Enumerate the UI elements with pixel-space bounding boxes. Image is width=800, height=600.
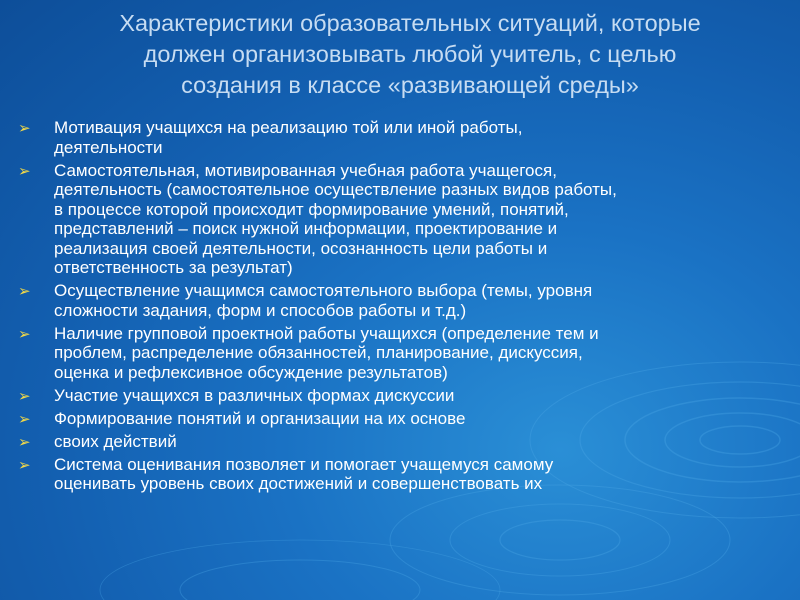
arrow-bullet-icon: ➢ xyxy=(18,433,31,451)
bullet-item xyxy=(18,324,788,383)
bullet-text-line: ответственность за результат) xyxy=(54,258,293,277)
arrow-bullet-icon: ➢ xyxy=(18,387,31,405)
bullet-text-line: Система оценивания позволяет и помогает учащемуся самому xyxy=(54,454,554,474)
bullet-text-line: деятельность (самостоятельное осуществление разных видов работы, xyxy=(54,180,617,199)
bullet-text-line: в процессе которой происходит формирование умений, понятий, xyxy=(54,199,569,219)
bullet-item xyxy=(18,281,788,320)
bullet-text-line: представлений – поиск нужной информации, проектирование и xyxy=(54,219,558,238)
bullet-item xyxy=(18,455,788,494)
arrow-bullet-icon: ➢ xyxy=(18,162,31,180)
arrow-bullet-icon: ➢ xyxy=(18,325,31,343)
bullet-list xyxy=(18,118,788,497)
arrow-bullet-icon: ➢ xyxy=(18,410,31,428)
bullet-text-line: Осуществление учащимся самостоятельного выбора (темы, уровня xyxy=(54,281,593,300)
bullet-text-line: своих действий xyxy=(54,431,177,451)
bullet-text-line: оценивать уровень своих достижений и совершенствовать их xyxy=(54,474,543,493)
bullet-item xyxy=(18,386,788,406)
bullet-text-line: Самостоятельная, мотивированная учебная работа учащегося, xyxy=(54,160,557,180)
bullet-text-line: Формирование понятий и организации на их основе xyxy=(54,408,466,428)
arrow-bullet-icon: ➢ xyxy=(18,120,31,137)
bullet-item xyxy=(18,161,788,278)
arrow-bullet-icon: ➢ xyxy=(18,283,31,300)
slide-title xyxy=(20,8,800,101)
bullet-text-line: сложности задания, форм и способов работы и т.д.) xyxy=(54,300,467,320)
slide-title-line: Характеристики образовательных ситуаций, которые xyxy=(119,10,701,36)
arrow-bullet-icon: ➢ xyxy=(18,456,31,474)
bullet-text-line: деятельности xyxy=(54,137,163,157)
bullet-item xyxy=(18,118,788,157)
bullet-text-line: проблем, распределение обязанностей, планирование, дискуссия, xyxy=(54,343,583,362)
slide-title-line: создания в классе «развивающей среды» xyxy=(181,72,639,98)
bullet-item xyxy=(18,409,788,429)
bullet-item xyxy=(18,432,788,452)
slide-title-line: должен организовывать любой учитель, с целью xyxy=(143,41,677,67)
bullet-text-line: реализация своей деятельности, осознанность цели работы и xyxy=(54,238,548,258)
bullet-text-line: Участие учащихся в различных формах дискуссии xyxy=(54,385,455,405)
bullet-text-line: оценка и рефлексивное обсуждение результатов) xyxy=(54,362,448,382)
bullet-text-line: Мотивация учащихся на реализацию той или иной работы, xyxy=(54,118,523,137)
bullet-text-line: Наличие групповой проектной работы учащихся (определение тем и xyxy=(54,323,599,343)
